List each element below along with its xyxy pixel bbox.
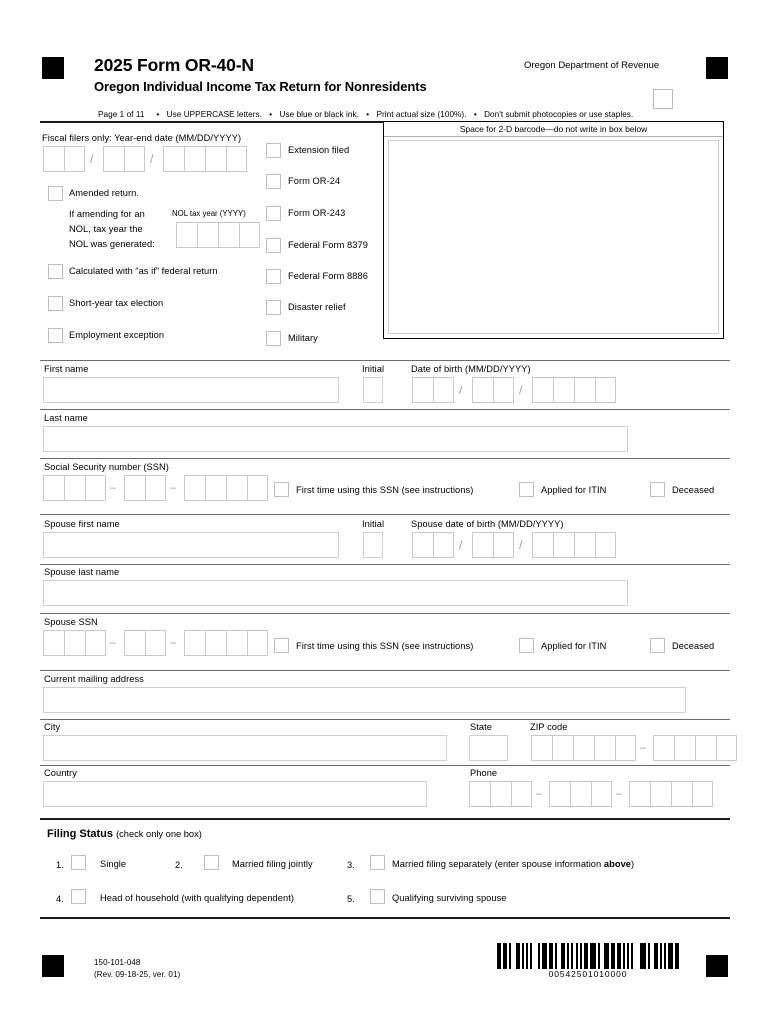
label-federal-form-8886: Federal Form 8886 [288, 271, 368, 281]
zip-digit[interactable] [716, 735, 737, 761]
dob-month-digit[interactable] [412, 377, 433, 403]
label-federal-form-8379: Federal Form 8379 [288, 240, 368, 250]
zip-digit[interactable] [615, 735, 636, 761]
spouse-ssn-digit[interactable] [184, 630, 205, 656]
fiscal-year-boxes[interactable] [163, 146, 247, 172]
checkbox-amended-return[interactable] [48, 186, 63, 201]
fiscal-month-boxes[interactable] [43, 146, 85, 172]
nol-year-digit[interactable] [239, 222, 260, 248]
fiscal-day-digit[interactable] [124, 146, 145, 172]
registration-mark-top-left [42, 57, 64, 79]
ssn-digit[interactable] [226, 475, 247, 501]
dob-year-digit[interactable] [595, 377, 616, 403]
instructions-line [98, 110, 633, 119]
initial-label: Initial [362, 364, 385, 374]
label-spouse-first-time-ssn: First time using this SSN (see instructions) [296, 641, 474, 651]
section-rule-filing-status-bottom [40, 917, 730, 919]
spouse-initial-label: Initial [362, 519, 385, 529]
amended-detail-line1: If amending for an [69, 209, 145, 219]
spouse-ssn-digit[interactable] [226, 630, 247, 656]
form-number: 150-101-048 [94, 958, 141, 967]
mailing-address-input[interactable] [43, 687, 686, 713]
spouse-ssn-digit[interactable] [85, 630, 106, 656]
phone-digit[interactable] [629, 781, 650, 807]
checkbox-first-time-ssn[interactable] [274, 482, 289, 497]
spouse-first-name-label: Spouse first name [44, 519, 120, 529]
label-form-or-24: Form OR-24 [288, 176, 341, 186]
spouse-ssn-digit[interactable] [124, 630, 145, 656]
zip-digit[interactable] [674, 735, 695, 761]
page-subtitle: Oregon Individual Income Tax Return for Nonresidents [94, 79, 427, 94]
ssn-digit[interactable] [64, 475, 85, 501]
ssn-digit[interactable] [85, 475, 106, 501]
phone-group-1[interactable] [469, 781, 532, 807]
section-rule-spouse-ssn [40, 613, 730, 614]
ssn-label: Social Security number (SSN) [44, 462, 169, 472]
date-slash-icon: / [519, 538, 523, 552]
header-rule [40, 121, 384, 123]
checkbox-spouse-first-time-ssn[interactable] [274, 638, 289, 653]
dob-year-digit[interactable] [532, 377, 553, 403]
spouse-ssn-digit[interactable] [43, 630, 64, 656]
fiscal-filers-label: Fiscal filers only: Year-end date (MM/DD/YYYY) [42, 133, 242, 143]
label-as-if-federal-return: Calculated with “as if” federal return [69, 266, 218, 276]
section-rule-country [40, 765, 730, 766]
label-employment-exception: Employment exception [69, 330, 165, 340]
barcode-2d-inner-area [388, 140, 719, 334]
zip-digit[interactable] [531, 735, 552, 761]
spouse-dob-year-digit[interactable] [553, 532, 574, 558]
spouse-dob-day-boxes[interactable] [472, 532, 514, 558]
fiscal-month-digit[interactable] [43, 146, 64, 172]
ssn-group-2[interactable] [124, 475, 166, 501]
city-input[interactable] [43, 735, 447, 761]
instruction-2: Use blue or black ink. [279, 110, 359, 119]
phone-digit[interactable] [490, 781, 511, 807]
bullet-icon: • [473, 110, 477, 119]
checkbox-spouse-applied-for-itin[interactable] [519, 638, 534, 653]
checkbox-applied-for-itin[interactable] [519, 482, 534, 497]
spouse-dob-year-digit[interactable] [595, 532, 616, 558]
ssn-group-1[interactable] [43, 475, 106, 501]
phone-group-2[interactable] [549, 781, 612, 807]
ssn-digit[interactable] [184, 475, 205, 501]
filing-status-number-5: 5. [347, 894, 355, 904]
label-military: Military [288, 333, 318, 343]
fiscal-year-digit[interactable] [163, 146, 184, 172]
phone-digit[interactable] [692, 781, 713, 807]
filing-status-single[interactable] [71, 855, 86, 870]
section-rule-ssn [40, 458, 730, 459]
city-label: City [44, 722, 61, 732]
last-name-label: Last name [44, 413, 88, 423]
dob-label: Date of birth (MM/DD/YYYY) [411, 364, 531, 374]
spouse-dob-label: Spouse date of birth (MM/DD/YYYY) [411, 519, 564, 529]
spouse-first-name-input[interactable] [43, 532, 339, 558]
spouse-ssn-label: Spouse SSN [44, 617, 98, 627]
instruction-4: Don't submit photocopies or use staples. [484, 110, 634, 119]
page-title: 2025 Form OR-40-N [94, 55, 254, 75]
registration-mark-bottom-left [42, 955, 64, 977]
phone-dash-icon: – [536, 788, 543, 800]
zip-digit[interactable] [695, 735, 716, 761]
dob-month-digit[interactable] [433, 377, 454, 403]
spouse-dob-month-boxes[interactable] [412, 532, 454, 558]
department-name: Oregon Department of Revenue [524, 60, 660, 71]
nol-year-digit[interactable] [176, 222, 197, 248]
label-applied-for-itin: Applied for ITIN [541, 485, 607, 495]
dob-year-boxes[interactable] [532, 377, 616, 403]
filing-status-qualifying-surviving-spouse[interactable] [370, 889, 385, 904]
filing-status-married-separately[interactable] [370, 855, 385, 870]
bullet-icon: • [269, 110, 273, 119]
spouse-ssn-digit[interactable] [247, 630, 268, 656]
dob-year-digit[interactable] [574, 377, 595, 403]
date-slash-icon: / [90, 152, 94, 166]
zip-code-group-1[interactable] [531, 735, 636, 761]
mailing-address-label: Current mailing address [44, 674, 144, 684]
phone-digit[interactable] [591, 781, 612, 807]
checkbox-form-or-243[interactable] [266, 206, 281, 221]
state-input[interactable] [469, 735, 508, 761]
ssn-dash-icon: – [110, 637, 117, 649]
fiscal-year-digit[interactable] [184, 146, 205, 172]
filing-status-note: (check only one box) [116, 829, 202, 839]
checkbox-form-or-24[interactable] [266, 174, 281, 189]
zip-code-label: ZIP code [530, 722, 568, 732]
spouse-ssn-group-2[interactable] [124, 630, 166, 656]
filing-status-number-3: 3. [347, 860, 355, 870]
ssn-digit[interactable] [145, 475, 166, 501]
section-rule-spouse-last-name [40, 564, 730, 565]
section-rule-spouse [40, 514, 730, 515]
label-form-or-243: Form OR-243 [288, 208, 346, 218]
dob-day-digit[interactable] [472, 377, 493, 403]
dob-year-digit[interactable] [553, 377, 574, 403]
ssn-dash-icon: – [110, 482, 117, 494]
section-rule-filing-status-top [40, 818, 730, 820]
zip-digit[interactable] [552, 735, 573, 761]
phone-digit[interactable] [469, 781, 490, 807]
spouse-dob-day-digit[interactable] [472, 532, 493, 558]
phone-group-3[interactable] [629, 781, 713, 807]
dob-day-boxes[interactable] [472, 377, 514, 403]
checkbox-short-year-tax-election[interactable] [48, 296, 63, 311]
country-label: Country [44, 768, 77, 778]
spouse-dob-month-digit[interactable] [412, 532, 433, 558]
checkbox-disaster-relief[interactable] [266, 300, 281, 315]
label-disaster-relief: Disaster relief [288, 302, 346, 312]
state-label: State [470, 722, 492, 732]
spouse-dob-day-digit[interactable] [493, 532, 514, 558]
filing-status-number-4: 4. [56, 894, 64, 904]
nol-year-digit[interactable] [218, 222, 239, 248]
dob-month-boxes[interactable] [412, 377, 454, 403]
fiscal-month-digit[interactable] [64, 146, 85, 172]
zip-dash-icon: – [640, 742, 647, 754]
zip-digit[interactable] [573, 735, 594, 761]
instruction-1: Use UPPERCASE letters. [166, 110, 262, 119]
nol-tax-year-boxes[interactable] [176, 222, 260, 248]
checkbox-federal-form-8886[interactable] [266, 269, 281, 284]
label-short-year-tax-election: Short-year tax election [69, 298, 164, 308]
filing-status-number-2: 2. [175, 860, 183, 870]
registration-mark-top-right [706, 57, 728, 79]
first-name-label: First name [44, 364, 89, 374]
filing-status-label-single: Single [100, 859, 127, 869]
page-indicator: Page 1 of 11 [98, 110, 145, 119]
phone-digit[interactable] [511, 781, 532, 807]
barcode-2d-region [383, 121, 724, 339]
spouse-ssn-group-3[interactable] [184, 630, 268, 656]
section-rule-city [40, 719, 730, 720]
ssn-group-3[interactable] [184, 475, 268, 501]
last-name-input[interactable] [43, 426, 628, 452]
phone-label: Phone [470, 768, 498, 778]
section-rule-last-name [40, 409, 730, 410]
spouse-ssn-group-1[interactable] [43, 630, 106, 656]
filing-status-number-1: 1. [56, 860, 64, 870]
spouse-dob-year-boxes[interactable] [532, 532, 616, 558]
spouse-dob-year-digit[interactable] [532, 532, 553, 558]
checkbox-spouse-deceased[interactable] [650, 638, 665, 653]
phone-digit[interactable] [549, 781, 570, 807]
phone-digit[interactable] [650, 781, 671, 807]
bullet-icon: • [366, 110, 370, 119]
date-slash-icon: / [519, 383, 523, 397]
label-amended-return: Amended return. [69, 188, 139, 198]
spouse-dob-year-digit[interactable] [574, 532, 595, 558]
barcode-1d-number: 00542501010000 [548, 969, 628, 979]
spouse-initial-input[interactable] [363, 532, 383, 558]
spouse-last-name-input[interactable] [43, 580, 628, 606]
spouse-dob-month-digit[interactable] [433, 532, 454, 558]
instruction-3: Print actual size (100%). [376, 110, 467, 119]
phone-digit[interactable] [671, 781, 692, 807]
spouse-ssn-digit[interactable] [205, 630, 226, 656]
ssn-dash-icon: – [170, 637, 177, 649]
mfs-label-post: ) [631, 859, 635, 869]
country-input[interactable] [43, 781, 427, 807]
label-first-time-ssn: First time using this SSN (see instructions) [296, 485, 474, 495]
ssn-digit[interactable] [247, 475, 268, 501]
dob-day-digit[interactable] [493, 377, 514, 403]
date-slash-icon: / [459, 538, 463, 552]
ssn-digit[interactable] [205, 475, 226, 501]
filing-status-married-jointly[interactable] [204, 855, 219, 870]
checkbox-military[interactable] [266, 331, 281, 346]
date-slash-icon: / [459, 383, 463, 397]
amended-detail-line3: NOL was generated: [69, 239, 155, 249]
label-extension-filed: Extension filed [288, 145, 350, 155]
spouse-last-name-label: Spouse last name [44, 567, 120, 577]
zip-digit[interactable] [594, 735, 615, 761]
filing-status-label-married-jointly: Married filing jointly [232, 859, 313, 869]
header-checkbox[interactable] [653, 89, 673, 109]
label-spouse-deceased: Deceased [672, 641, 715, 651]
barcode-1d [497, 943, 679, 969]
fiscal-year-digit[interactable] [226, 146, 247, 172]
initial-input[interactable] [363, 377, 383, 403]
ssn-digit[interactable] [43, 475, 64, 501]
mfs-label-pre: Married filing separately (enter spouse information [392, 859, 604, 869]
amended-detail-line2: NOL, tax year the [69, 224, 143, 234]
date-slash-icon: / [150, 152, 154, 166]
section-rule-taxpayer [40, 360, 730, 361]
first-name-input[interactable] [43, 377, 339, 403]
filing-status-label-head-of-household: Head of household (with qualifying dependent) [100, 893, 295, 903]
spouse-ssn-digit[interactable] [64, 630, 85, 656]
bullet-icon: • [151, 110, 160, 119]
spouse-ssn-digit[interactable] [145, 630, 166, 656]
registration-mark-bottom-right [706, 955, 728, 977]
barcode-2d-caption: Space for 2-D barcode—do not write in box below [384, 122, 723, 137]
label-spouse-applied-for-itin: Applied for ITIN [541, 641, 607, 651]
fiscal-day-boxes[interactable] [103, 146, 145, 172]
zip-digit[interactable] [653, 735, 674, 761]
filing-status-heading [47, 828, 202, 840]
filing-status-label-qualifying-surviving-spouse: Qualifying surviving spouse [392, 893, 507, 903]
mfs-label-bold: above [603, 859, 632, 869]
nol-year-digit[interactable] [197, 222, 218, 248]
fiscal-day-digit[interactable] [103, 146, 124, 172]
phone-dash-icon: – [616, 788, 623, 800]
checkbox-as-if-federal-return[interactable] [48, 264, 63, 279]
label-deceased: Deceased [672, 485, 715, 495]
checkbox-extension-filed[interactable] [266, 143, 281, 158]
checkbox-employment-exception[interactable] [48, 328, 63, 343]
ssn-dash-icon: – [170, 482, 177, 494]
checkbox-federal-form-8379[interactable] [266, 238, 281, 253]
ssn-digit[interactable] [124, 475, 145, 501]
checkbox-deceased[interactable] [650, 482, 665, 497]
zip-code-group-2[interactable] [653, 735, 737, 761]
nol-tax-year-label: NOL tax year (YYYY) [172, 209, 246, 218]
filing-status-heading-text: Filing Status [47, 828, 113, 840]
filing-status-label-married-separately [392, 859, 634, 869]
filing-status-head-of-household[interactable] [71, 889, 86, 904]
section-rule-address [40, 670, 730, 671]
fiscal-year-digit[interactable] [205, 146, 226, 172]
form-revision: (Rev. 09-18-25, ver. 01) [94, 970, 181, 979]
phone-digit[interactable] [570, 781, 591, 807]
